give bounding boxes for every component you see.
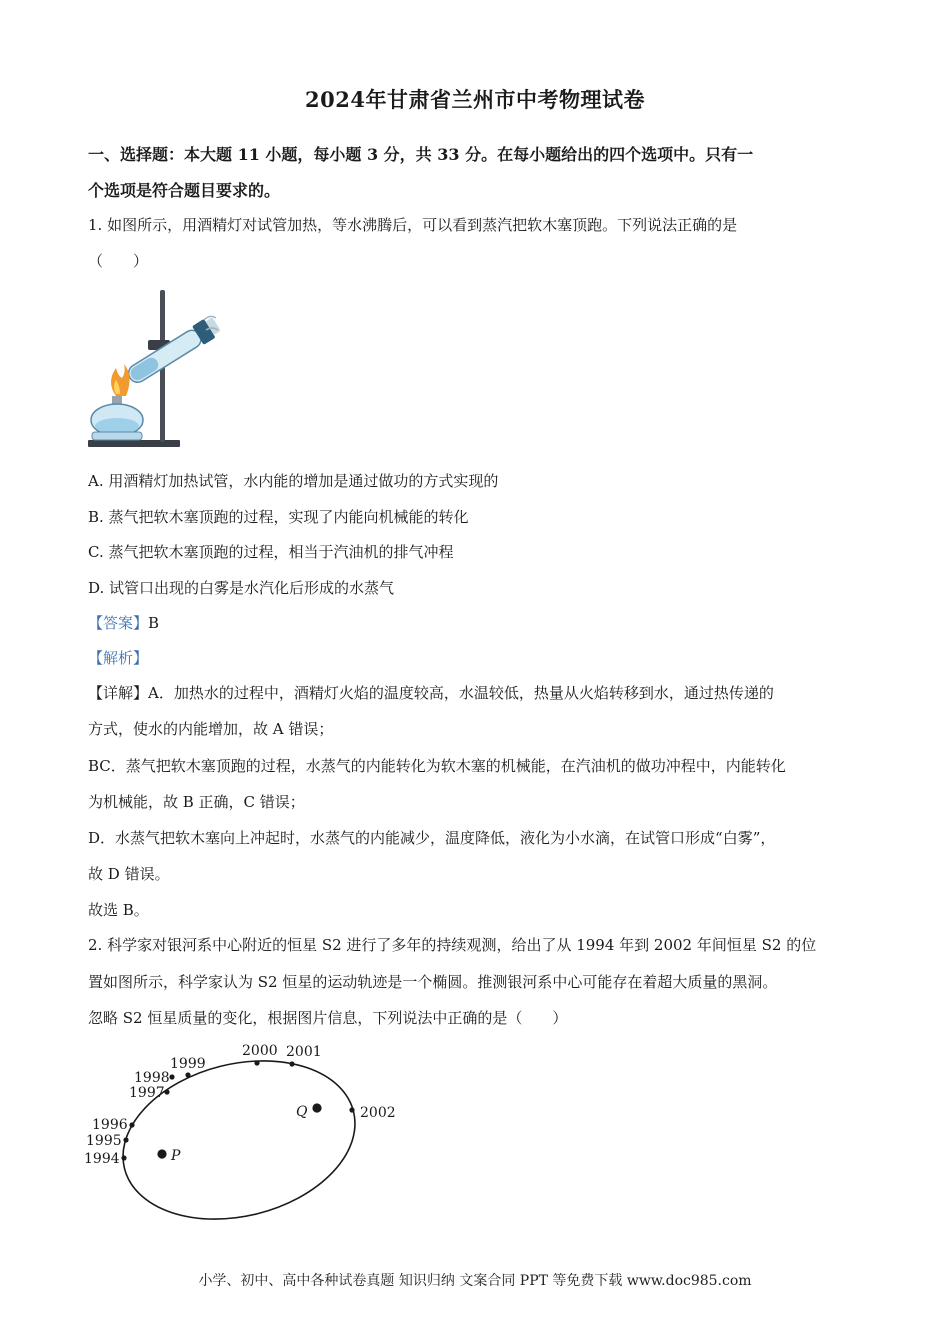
detail-line: 方式，使水的内能增加，故 A 错误； <box>88 720 334 738</box>
label-P: P <box>171 1148 181 1164</box>
detail-line: 故 D 错误。 <box>88 865 170 883</box>
page-footer: 小学、初中、高中各种试卷真题 知识归纳 文案合同 PPT 等免费下载 www.doc985.com <box>198 1273 752 1289</box>
detail-line: BC．蒸气把软木塞顶跑的过程，水蒸气的内能转化为软木塞的机械能，在汽油机的做功冲程中，内能转化 <box>88 757 786 775</box>
orbit-figure <box>80 1036 420 1222</box>
q1-answer <box>88 612 159 633</box>
q1-option-c: C. 蒸气把软木塞顶跑的过程，相当于汽油机的排气冲程 <box>88 543 454 561</box>
label-1995: 1995 <box>86 1133 122 1149</box>
label-1996: 1996 <box>92 1117 128 1133</box>
detail-line: 为机械能，故 B 正确，C 错误； <box>88 793 305 811</box>
label-1998: 1998 <box>134 1070 170 1086</box>
point-2002 <box>349 1107 354 1112</box>
point-1999 <box>185 1072 190 1077</box>
label-2002: 2002 <box>360 1105 396 1121</box>
q2-stem-line: 忽略 S2 恒星质量的变化，根据图片信息，下列说法中正确的是（ ） <box>88 1009 568 1027</box>
orbit-ellipse <box>106 1038 372 1222</box>
label-2001: 2001 <box>286 1044 322 1060</box>
alcohol-lamp-figure <box>84 286 224 452</box>
analysis-label: 【解析】 <box>88 649 149 667</box>
answer-value: B <box>148 614 160 632</box>
label-Q: Q <box>296 1104 308 1120</box>
q1-stem-line1: 1. 如图所示，用酒精灯对试管加热，等水沸腾后，可以看到蒸汽把软木塞顶跑。下列说法正确的是 <box>88 216 738 234</box>
q2-stem-line: 2. 科学家对银河系中心附近的恒星 S2 进行了多年的持续观测，给出了从 1994 年到 2002 年间恒星 S2 的位 <box>88 936 817 954</box>
point-1996 <box>129 1122 134 1127</box>
section-heading-line1: 一、选择题：本大题 11 小题，每小题 3 分，共 33 分。在每小题给出的四个选项中。只有一 <box>88 145 754 164</box>
point-2001 <box>289 1061 294 1066</box>
label-1997: 1997 <box>129 1085 165 1101</box>
label-1999: 1999 <box>170 1056 206 1072</box>
q1-option-d: D. 试管口出现的白雾是水汽化后形成的水蒸气 <box>88 579 395 597</box>
point-1995 <box>123 1137 128 1142</box>
label-2000: 2000 <box>242 1043 278 1059</box>
section-heading-line2: 个选项是符合题目要求的。 <box>88 181 281 200</box>
q2-stem-line: 置如图所示，科学家认为 S2 恒星的运动轨迹是一个椭圆。推测银河系中心可能存在着超大质量的黑洞。 <box>88 973 778 991</box>
page-title: 2024年甘肃省兰州市中考物理试卷 <box>305 87 645 112</box>
point-1998 <box>169 1074 174 1079</box>
point-Q <box>312 1103 321 1112</box>
point-P <box>157 1149 166 1158</box>
detail-line: 故选 B。 <box>88 901 149 919</box>
label-1994: 1994 <box>84 1151 120 1167</box>
point-2000 <box>254 1060 259 1065</box>
answer-label: 【答案】 <box>88 614 149 632</box>
q1-stem-line2: （ ） <box>88 252 149 270</box>
q1-option-b: B. 蒸气把软木塞顶跑的过程，实现了内能向机械能的转化 <box>88 508 469 526</box>
q1-option-a: A. 用酒精灯加热试管，水内能的增加是通过做功的方式实现的 <box>88 472 499 490</box>
point-1994 <box>121 1155 126 1160</box>
detail-line: D．水蒸气把软木塞向上冲起时，水蒸气的内能减少，温度降低，液化为小水滴，在试管口形成“白雾”， <box>88 829 776 847</box>
detail-line: 【详解】A．加热水的过程中，酒精灯火焰的温度较高，水温较低，热量从火焰转移到水，通过热传递的 <box>88 684 774 702</box>
point-1997 <box>164 1089 169 1094</box>
